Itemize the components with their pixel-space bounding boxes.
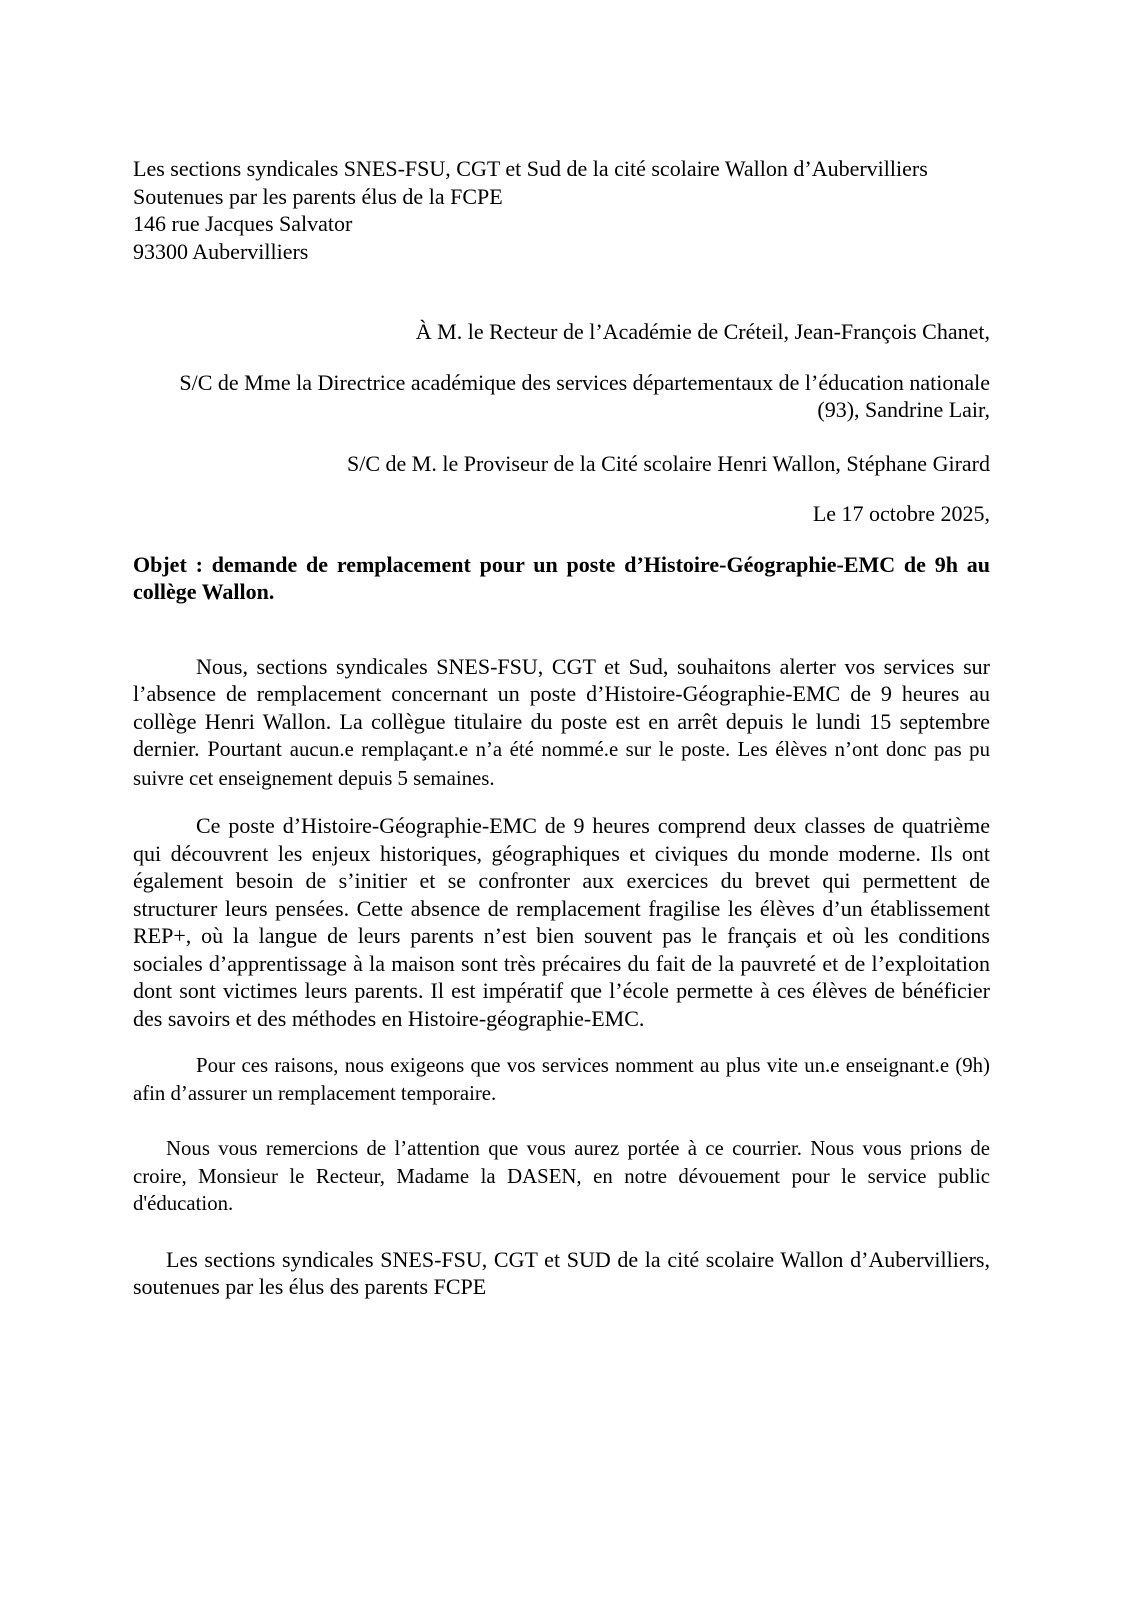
- sender-block: [133, 155, 990, 265]
- date-line: Le 17 octobre 2025,: [812, 501, 990, 526]
- body-paragraph-1: [133, 653, 990, 793]
- recipient-proviseur: S/C de M. le Proviseur de la Cité scolaire Henri Wallon, Stéphane Girard: [346, 450, 990, 476]
- body-paragraph-1-main: Nous, sections syndicales SNES-FSU, CGT et Sud, souhaitons alerter vos services sur l’absence de remplacement concernant un poste d’Histoire-Géographie-EMC de 9 heures au collège Henri Wallon. La collègue titulaire du poste est en arrêt depuis le lundi 15 septembre dernier. Pourtant: [133, 653, 990, 761]
- body-paragraph-3: Pour ces raisons, nous exigeons que vos services nomment au plus vite un.e enseignant.e (9h) afin d’assurer un remplacement temporaire.: [133, 1054, 990, 1105]
- sender-support: Soutenues par les parents élus de la FCPE: [133, 183, 503, 209]
- recipient-dasen: S/C de Mme la Directrice académique des services départementaux de l’éducation nationale (93), Sandrine Lair,: [179, 369, 990, 422]
- sender-street: 146 rue Jacques Salvator: [133, 211, 353, 236]
- signature-paragraph: Les sections syndicales SNES-FSU, CGT et SUD de la cité scolaire Wallon d’Aubervilliers, soutenues par les élus des parents FCPE: [133, 1246, 990, 1299]
- body-paragraph-4: Nous vous remercions de l’attention que vous aurez portée à ce courrier. Nous vous prions de croire, Monsieur le Recteur, Madame la DASEN, en notre dévouement pour le service public d'éducation.: [133, 1137, 990, 1215]
- body-paragraph-2: Ce poste d’Histoire-Géographie-EMC de 9 heures comprend deux classes de quatrième qui découvrent les enjeux historiques, géographiques et civiques du monde moderne. Ils ont également besoin de s’initier et se confronter aux exercices du brevet qui permettent de structurer leurs pensées. Cette absence de remplacement fragilise les élèves d’un établissement REP+, où la langue de leurs parents n’est bien souvent pas le français et où les conditions sociales d’apprentissage à la maison sont très précaires du fait de la pauvreté et de l’exploitation dont sont victimes leurs parents. Il est impératif que l’école permette à ces élèves de bénéficier des savoirs et des méthodes en Histoire-géographie-EMC.: [133, 813, 990, 1031]
- sender-organizations: Les sections syndicales SNES-FSU, CGT et Sud de la cité scolaire Wallon d’Aubervilliers: [133, 156, 928, 181]
- recipient-recteur: À M. le Recteur de l’Académie de Créteil, Jean-François Chanet,: [415, 319, 990, 344]
- subject-line: Objet : demande de remplacement pour un poste d’Histoire-Géographie-EMC de 9h au collège Wallon.: [133, 551, 990, 604]
- body-paragraph-1-tail: aucun.e remplaçant.e n’a été nommé.e sur le poste. Les élèves n’ont donc pas pu suivre cet enseignement depuis 5 semaines.: [133, 738, 990, 790]
- sender-city: 93300 Aubervilliers: [133, 238, 309, 264]
